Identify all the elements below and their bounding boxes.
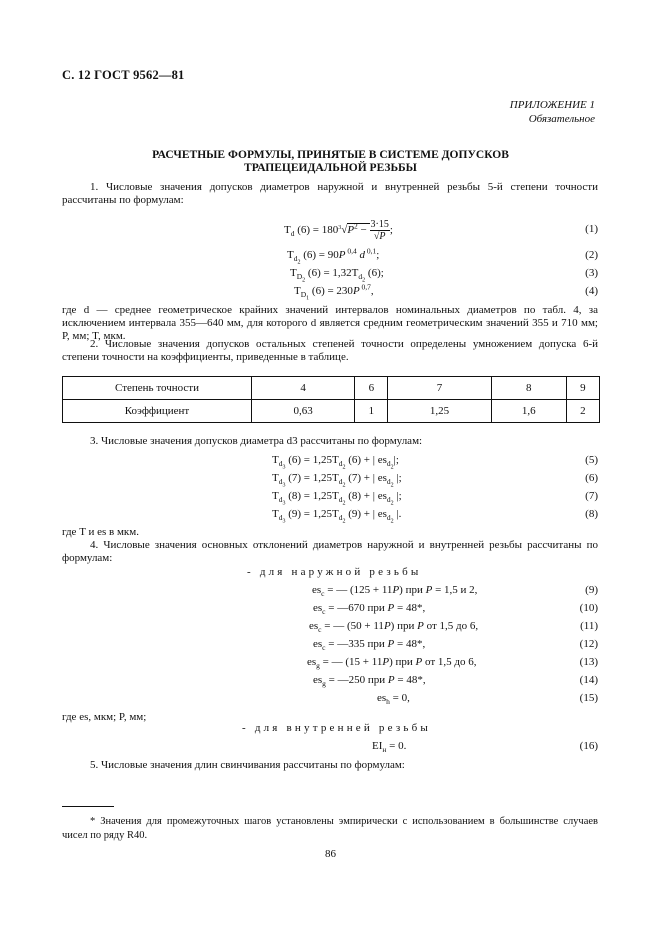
equation-15-formula: $es_h = 0$,	[377, 692, 410, 707]
appendix-block	[510, 98, 595, 126]
equation-6-formula: $T_{d_3}$ $(7) = 1,25T_{d_2}$ (7) + | $es_{d_2}$ |;	[272, 472, 402, 489]
equation-5-number: (5)	[585, 454, 598, 466]
equation-3-formula: $T_{D_2}$ $(6) = 1,32T_{d_2}$ (6);	[290, 267, 384, 284]
table-cell: 1,6	[491, 400, 566, 423]
equation-9-formula: $es_c$ = — (125 + 11P) при P = 1,5 и 2,	[312, 584, 478, 599]
paragraph-4: 4. Числовые значения основных отклонений диаметров наружной и внутренней резьбы рассчитаны по формулам:	[62, 539, 598, 565]
equation-14-formula: $es_g$ = —250 при P = 48*,	[313, 674, 426, 689]
paragraph-3: 3. Числовые значения допусков диаметра d3 рассчитаны по формулам:	[90, 435, 423, 447]
equation-7-formula: $T_{d_3}$ $(8) = 1,25T_{d_2}$ (8) + | $es_{d_2}$ |;	[272, 490, 402, 507]
equation-6	[62, 472, 598, 489]
table-cell: 8	[491, 377, 566, 400]
external-thread-label: - для наружной резьбы	[247, 566, 422, 578]
coefficient-table	[62, 376, 600, 423]
footnote-divider	[62, 806, 114, 807]
equation-10-formula: $es_c$ = —670 при P = 48*,	[313, 602, 426, 617]
equation-16-formula: $EI_н = 0$.	[372, 740, 407, 755]
equation-6-number: (6)	[585, 472, 598, 484]
equation-13	[62, 656, 598, 670]
equation-7-number: (7)	[585, 490, 598, 502]
equation-13-number: (13)	[579, 656, 598, 668]
table-cell: 1,25	[388, 400, 491, 423]
equation-16	[62, 740, 598, 754]
equation-4-formula: $T_{D_1}$ (6) = 230P $^{0,7}$,	[294, 282, 374, 302]
equation-11-number: (11)	[580, 620, 598, 632]
equation-3-number: (3)	[585, 267, 598, 279]
equation-14-number: (14)	[579, 674, 598, 686]
equation-1-formula: $T_d$ $(6) = 180^3√P^2$ − $\frac{3\cdot 15}{√P}$ ;	[284, 219, 393, 242]
equation-11-formula: $es_c$ = — (50 + 11P) при P от 1,5 до 6,	[309, 620, 479, 635]
equation-12-number: (12)	[579, 638, 598, 650]
equation-2	[62, 246, 598, 266]
table-cell: 7	[388, 377, 491, 400]
equation-5-formula: $T_{d_3}$ $(6) = 1,25T_{d_2}$ (6) + | $es_{d_2}|$;	[272, 454, 399, 471]
equation-16-number: (16)	[579, 740, 598, 752]
table-cell: Степень точности	[63, 377, 252, 400]
equation-9	[62, 584, 598, 598]
equation-8	[62, 508, 598, 525]
internal-thread-label: - для внутренней резьбы	[242, 722, 431, 734]
equation-8-number: (8)	[585, 508, 598, 520]
table-cell: 4	[252, 377, 355, 400]
table-header-row	[63, 377, 600, 400]
equation-8-formula: $T_{d_3}$ $(9) = 1,25T_{d_2}$ (9) + | $es_{d_2}$ |.	[272, 508, 402, 525]
equation-5	[62, 454, 598, 471]
equation-11	[62, 620, 598, 634]
equation-12	[62, 638, 598, 652]
table-cell: 6	[355, 377, 388, 400]
table-cell: 2	[566, 400, 599, 423]
equation-2-number: (2)	[585, 249, 598, 261]
equation-12-formula: $es_c$ = —335 при P = 48*,	[313, 638, 426, 653]
equation-7	[62, 490, 598, 507]
equation-1-number: (1)	[585, 223, 598, 235]
footnote: * Значения для промежуточных шагов установлены эмпирически с использованием в большинстве случаев чисел по ряду R40.	[62, 816, 598, 841]
equation-1	[62, 213, 598, 243]
paragraph-5: 5. Числовые значения длин свинчивания рассчитаны по формулам:	[90, 759, 405, 771]
paragraph-2: 2. Числовые значения допусков остальных степеней точности определены умножением допуска 6-й степени точности на коэффициенты, приведенные в таблице.	[62, 338, 598, 364]
appendix-status: Обязательное	[528, 113, 595, 125]
equation-15-number: (15)	[579, 692, 598, 704]
section-title	[60, 149, 601, 175]
paragraph-1: 1. Числовые значения допусков диаметров наружной и внутренней резьбы 5-й степени точности рассчитаны по формулам:	[62, 181, 598, 207]
equation-4	[62, 282, 598, 302]
where-es-units: где es, мкм; P, мм;	[62, 711, 147, 723]
table-cell: 9	[566, 377, 599, 400]
where-d-definition: где d — среднее геометрическое крайних значений интервалов номинальных диаметров по табл. 4, за исключением интервала 355—640 мм, для которого d является средним геометрическим значений 355 и 710 мм; P, мм; T, мкм.	[62, 304, 598, 343]
title-line-1: РАСЧЕТНЫЕ ФОРМУЛЫ, ПРИНЯТЫЕ В СИСТЕМЕ ДОПУСКОВ	[152, 149, 509, 161]
table-row	[63, 400, 600, 423]
equation-13-formula: $es_g$ = — (15 + 11P) при P от 1,5 до 6,	[307, 656, 477, 671]
equation-10	[62, 602, 598, 616]
equation-9-number: (9)	[585, 584, 598, 596]
equation-14	[62, 674, 598, 688]
equation-2-formula: $T_{d_2}$ (6) = 90P $^{0,4}$ d $^{0,1}$;	[287, 246, 380, 266]
equation-4-number: (4)	[585, 285, 598, 297]
page-header: С. 12 ГОСТ 9562—81	[62, 68, 185, 82]
equation-10-number: (10)	[579, 602, 598, 614]
where-units: где T и es в мкм.	[62, 526, 139, 538]
table-cell: Коэффициент	[63, 400, 252, 423]
equation-15	[62, 692, 598, 706]
table-cell: 1	[355, 400, 388, 423]
appendix-title: ПРИЛОЖЕНИЕ 1	[509, 99, 595, 111]
equation-3	[62, 267, 598, 284]
page-number: 86	[325, 848, 336, 860]
title-line-2: ТРАПЕЦЕИДАЛЬНОЙ РЕЗЬБЫ	[244, 162, 417, 174]
table-cell: 0,63	[252, 400, 355, 423]
